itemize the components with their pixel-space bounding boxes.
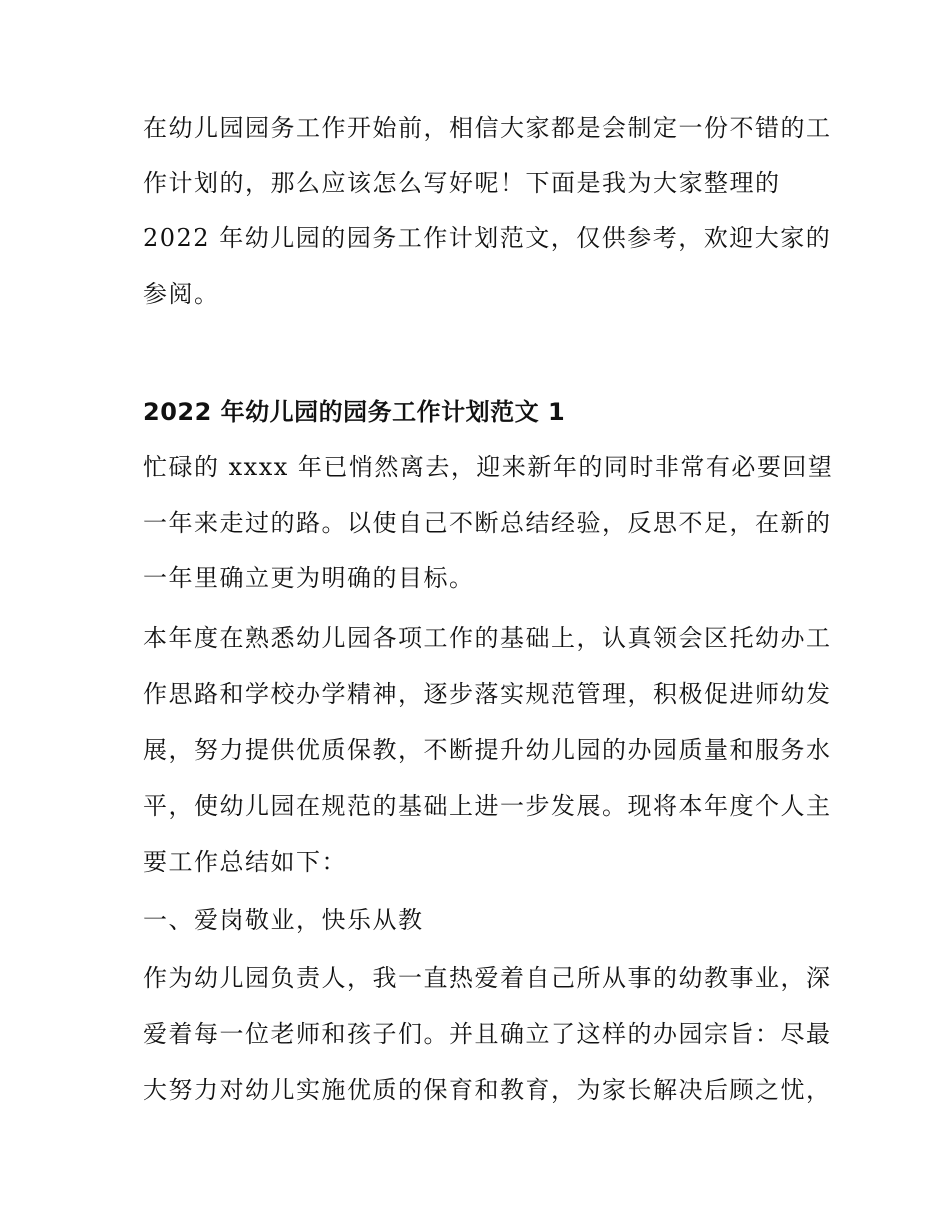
intro-line: 作计划的，那么应该怎么写好呢！下面是我为大家整理的 (143, 169, 781, 197)
paragraph-line: 大努力对幼儿实施优质的保育和教育，为家长解决后顾之忧， (143, 1076, 832, 1104)
paragraph-line: 展，努力提供优质保教，不断提升幼儿园的办园质量和服务水 (143, 736, 832, 764)
paragraph-line: 平，使幼儿园在规范的基础上进一步发展。现将本年度个人主 (143, 792, 832, 820)
paragraph-line: 作思路和学校办学精神，逐步落实规范管理，积极促进师幼发 (143, 680, 832, 708)
paragraph-line: 要工作总结如下： (143, 848, 347, 876)
paragraph-line: 忙碌的 xxxx 年已悄然离去，迎来新年的同时非常有必要回望 (143, 453, 834, 481)
subsection-title: 一、爱岗敬业，快乐从教 (143, 906, 424, 934)
paragraph-line: 一年来走过的路。以使自己不断总结经验，反思不足，在新的 (143, 509, 832, 537)
paragraph-line: 一年里确立更为明确的目标。 (143, 564, 475, 592)
paragraph-line: 作为幼儿园负责人，我一直热爱着自己所从事的幼教事业，深 (143, 964, 832, 992)
intro-line: 在幼儿园园务工作开始前，相信大家都是会制定一份不错的工 (143, 114, 832, 142)
section-heading: 2022 年幼儿园的园务工作计划范文 1 (143, 398, 566, 426)
intro-line: 2022 年幼儿园的园务工作计划范文，仅供参考，欢迎大家的 (143, 224, 832, 252)
paragraph-line: 本年度在熟悉幼儿园各项工作的基础上，认真领会区托幼办工 (143, 624, 832, 652)
intro-line: 参阅。 (143, 280, 220, 308)
paragraph-line: 爱着每一位老师和孩子们。并且确立了这样的办园宗旨：尽最 (143, 1020, 832, 1048)
